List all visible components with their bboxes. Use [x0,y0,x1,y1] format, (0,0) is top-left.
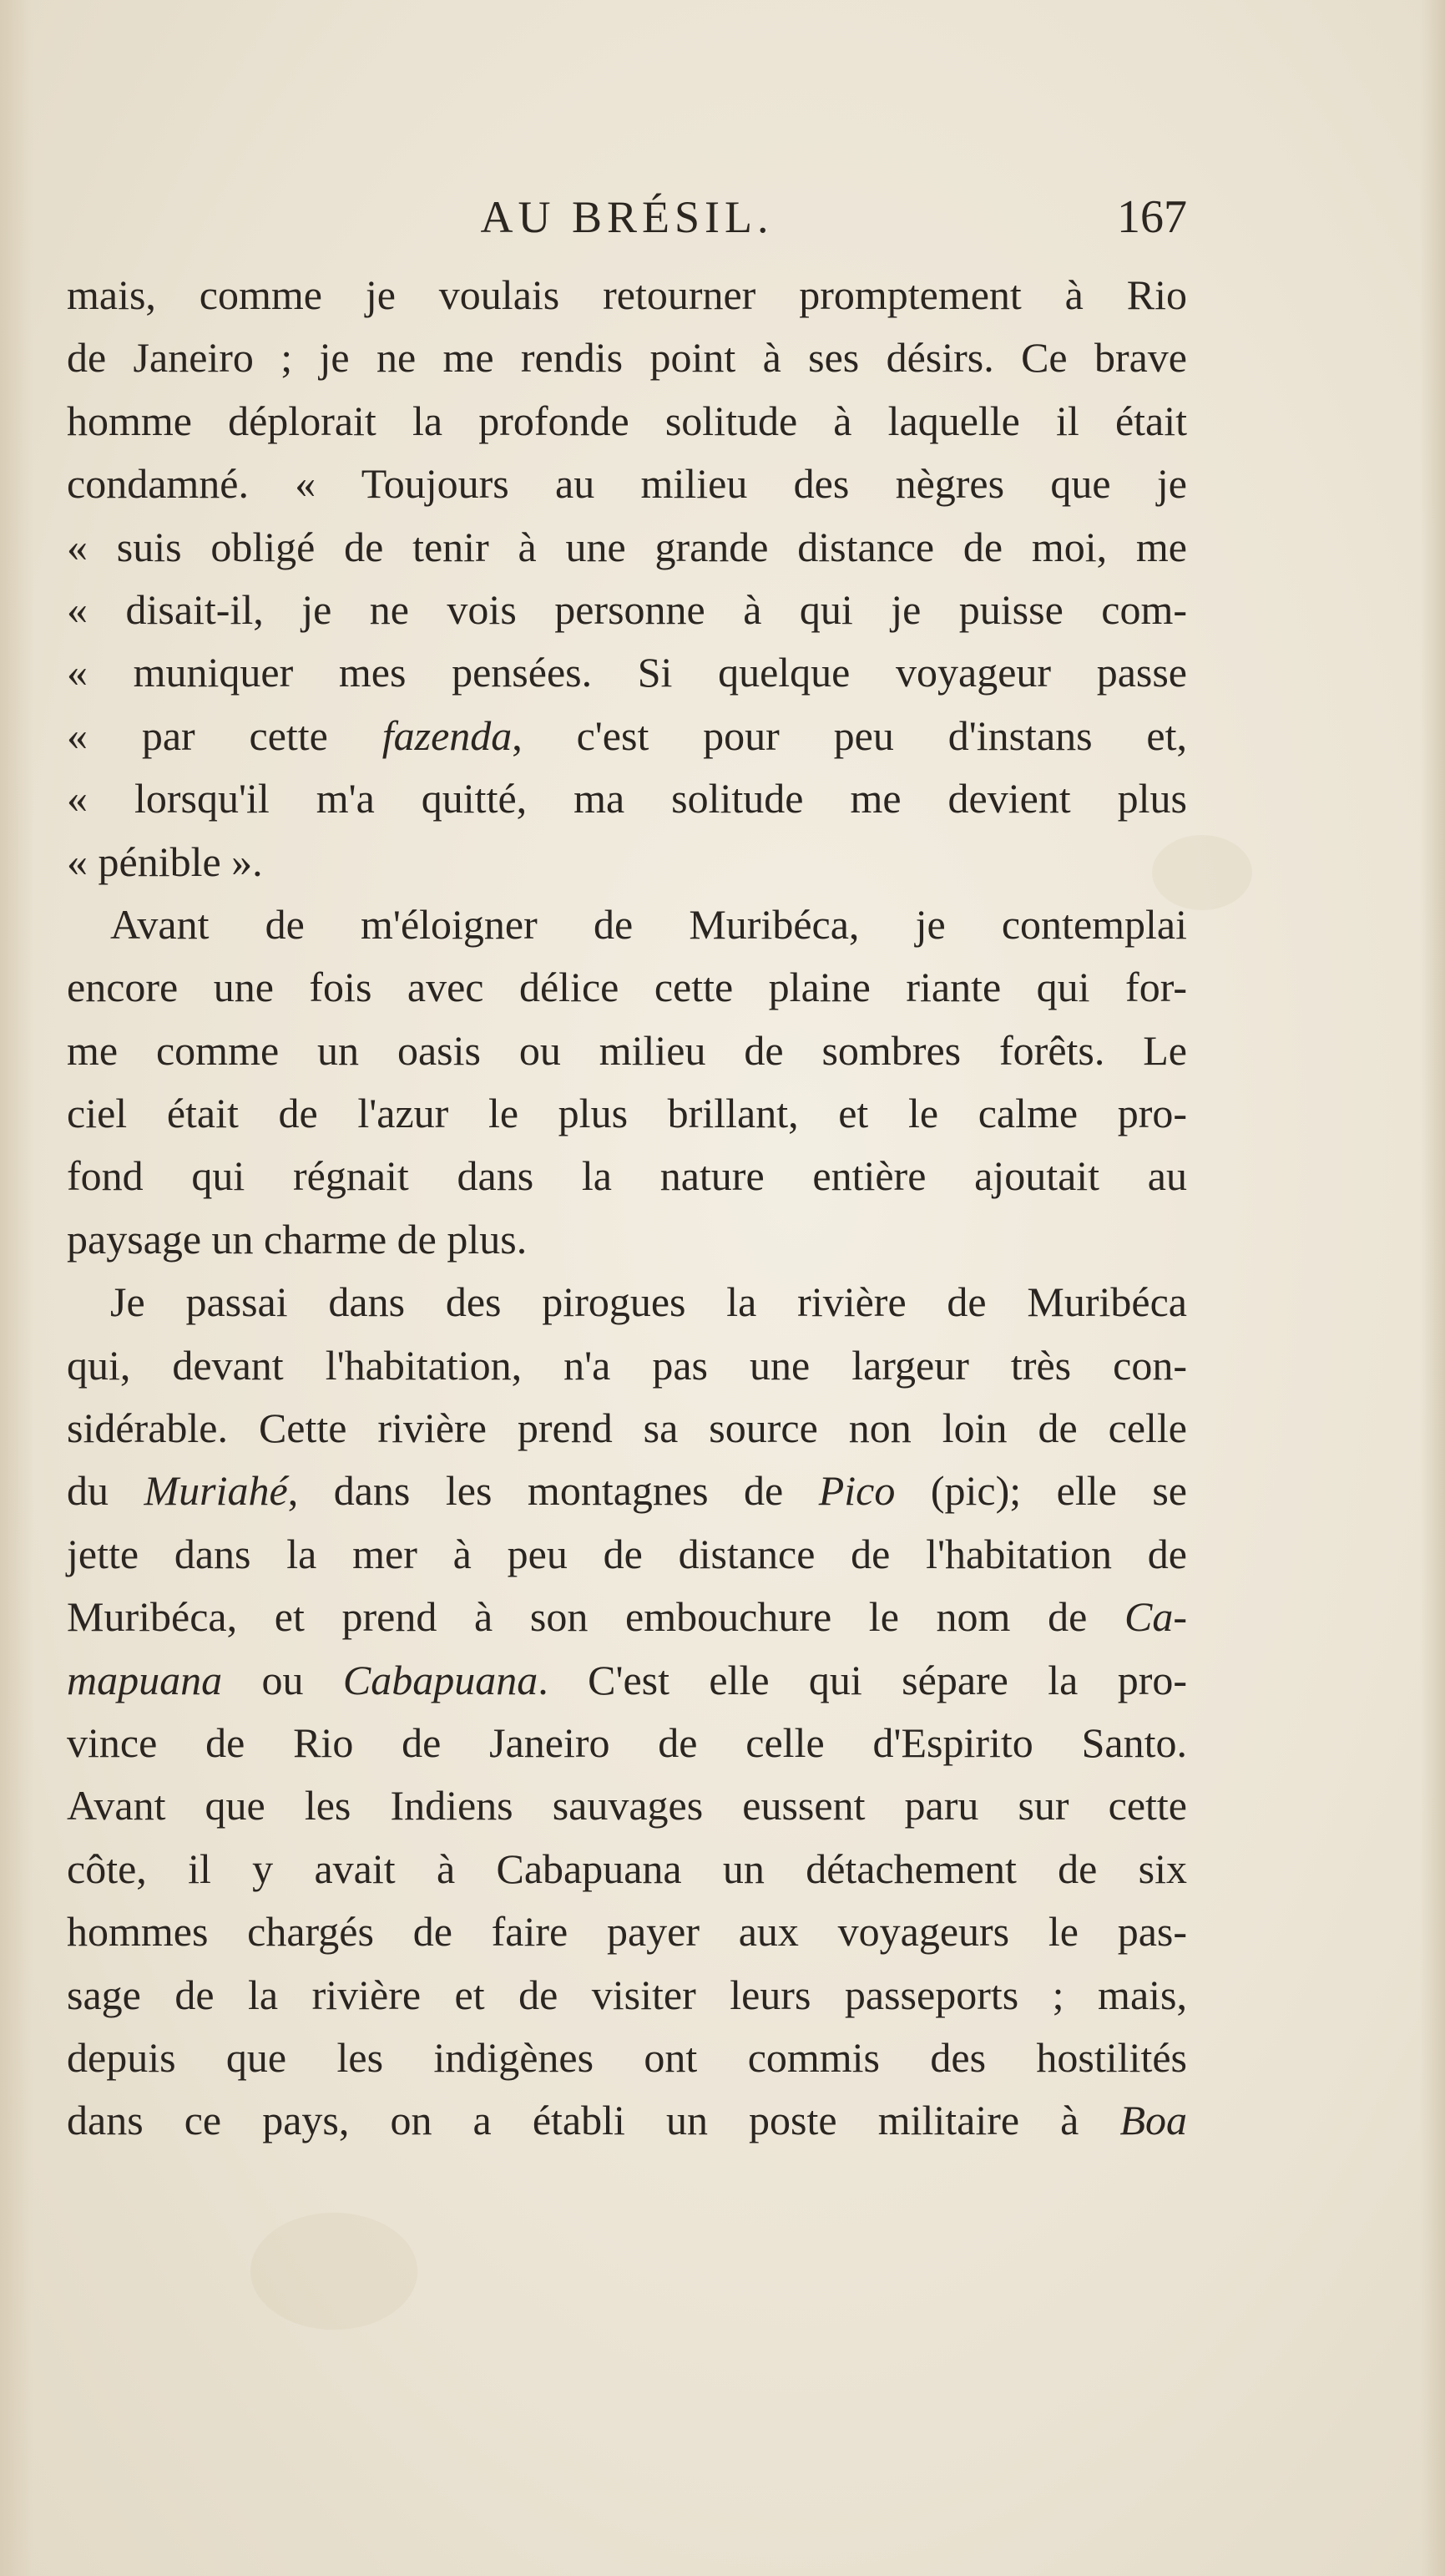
text-line: de Janeiro ; je ne me rendis point à ses désirs. Ce brave [67,334,1187,382]
text-line: mapuana ou Cabapuana. C'est elle qui sépare la pro- [67,1656,1187,1703]
text-line: « lorsqu'il m'a quitté, ma solitude me devient plus [67,775,1187,822]
page-gutter-shadow [0,0,33,2576]
text-line: Je passai dans des pirogues la rivière de Muribéca [110,1278,1187,1326]
italic-term: mapuana [67,1656,223,1703]
text-line: côte, il y avait à Cabapuana un détachement de six [67,1845,1187,1892]
text-line: « disait-il, je ne vois personne à qui je puisse com- [67,585,1187,633]
text-line: hommes chargés de faire payer aux voyageurs le pas- [67,1908,1187,1956]
text-line: vince de Rio de Janeiro de celle d'Espirito Santo. [67,1718,1187,1766]
italic-term: Pico [818,1467,896,1515]
italic-term: Muriahé [144,1467,288,1515]
italic-term: Cabapuana [342,1656,538,1703]
text-line: sage de la rivière et de visiter leurs passeports ; mais, [67,1971,1187,2018]
running-title: AU BRÉSIL. [480,192,774,242]
text-line: « par cette fazenda, c'est pour peu d'instans et, [67,711,1188,759]
paper-stain [250,2213,417,2330]
text-line: « muniquer mes pensées. Si quelque voyageur passe [67,649,1187,696]
text-line: « pénible ». [67,838,263,885]
text-line: encore une fois avec délice cette plaine riante qui for- [67,964,1187,1011]
text-line: Muribéca, et prend à son embouchure le nom de Ca- [67,1593,1187,1641]
page-edge-shadow [1420,0,1445,2576]
text-line: Avant que les Indiens sauvages eussent paru sur cette [67,1782,1187,1830]
text-line: me comme un oasis ou milieu de sombres forêts. Le [67,1026,1187,1074]
italic-term: fazenda [381,711,513,759]
italic-term: Ca- [1124,1593,1187,1641]
text-line: « suis obligé de tenir à une grande distance de moi, me [67,523,1187,570]
body-text [67,264,1187,2153]
text-line: dans ce pays, on a établi un poste militaire à Boa [67,2097,1187,2144]
text-line: condamné. « Toujours au milieu des nègres que je [67,460,1187,508]
text-line: qui, devant l'habitation, n'a pas une largeur très con- [67,1341,1187,1389]
text-line: homme déplorait la profonde solitude à laquelle il était [67,397,1187,444]
running-head [67,185,1187,249]
italic-term: Boa [1119,2097,1187,2144]
text-line: du Muriahé, dans les montagnes de Pico (pic); elle se [67,1467,1187,1515]
text-line: sidérable. Cette rivière prend sa source non loin de celle [67,1404,1187,1452]
text-line: fond qui régnait dans la nature entière ajoutait au [67,1152,1187,1200]
page-number: 167 [1117,191,1187,243]
text-line: Avant de m'éloigner de Muribéca, je contemplai [110,900,1187,948]
text-line: depuis que les indigènes ont commis des hostilités [67,2033,1187,2081]
text-line: paysage un charme de plus. [67,1215,528,1263]
text-line: mais, comme je voulais retourner promptement à Rio [67,271,1187,318]
text-line: jette dans la mer à peu de distance de l'habitation de [67,1530,1187,1577]
text-line: ciel était de l'azur le plus brillant, et le calme pro- [67,1090,1187,1137]
